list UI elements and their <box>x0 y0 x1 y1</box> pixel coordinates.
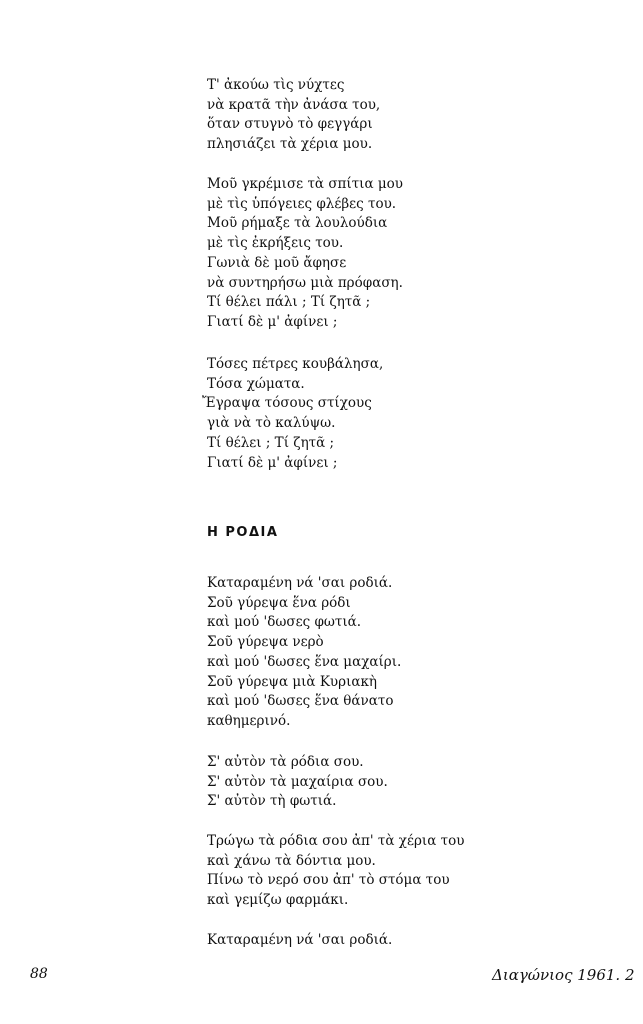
verse-line: καθημερινό. <box>207 712 291 729</box>
verse-line: πλησιάζει τὰ χέρια μου. <box>207 136 373 153</box>
verse-line: Σοῦ γύρεψα μιὰ Κυριακὴ <box>207 673 378 690</box>
verse-line: Σοῦ γύρεψα νερὸ <box>207 634 324 651</box>
verse-line: Ἔγραψα τόσους στίχους <box>202 395 372 412</box>
verse-line: Γιατί δὲ μ' ἀφίνει ; <box>207 454 338 471</box>
verse-line: καὶ μού 'δωσες ἕνα θάνατο <box>207 693 394 710</box>
issue-label: Διαγώνιος 1961. 2 <box>492 966 635 984</box>
verse-line: Τρώγω τὰ ρόδια σου ἀπ' τὰ χέρια του <box>207 833 465 849</box>
verse-line: Πίνω τὸ νερό σου ἀπ' τὸ στόμα του <box>207 872 450 889</box>
poem-title: Η ΡΟΔΙΑ <box>207 525 279 540</box>
verse-line: Τ' ἀκούω τὶς νύχτες <box>207 77 345 93</box>
verse-line: Γωνιὰ δὲ μοῦ ἄφησε <box>207 254 347 271</box>
verse-line: καὶ μού 'δωσες φωτιά. <box>207 614 362 631</box>
verse-line: Τί θέλει ; Τί ζητᾶ ; <box>207 434 335 451</box>
verse-line: Γιατί δὲ μ' ἀφίνει ; <box>207 313 338 330</box>
verse-line: Καταραμένη νά 'σαι ροδιά. <box>207 575 393 591</box>
verse-line: καὶ γεμίζω φαρμάκι. <box>207 892 349 909</box>
verse-line: νὰ συντηρήσω μιὰ πρόφαση. <box>207 274 403 291</box>
verse-line: γιὰ νὰ τὸ καλύψω. <box>207 415 336 432</box>
verse-line: καὶ μού 'δωσες ἕνα μαχαίρι. <box>207 653 402 670</box>
verse-line: Τόσες πέτρες κουβάλησα, <box>207 356 384 372</box>
verse-line: Σοῦ γύρεψα ἕνα ρόδι <box>207 594 351 611</box>
page-number: 88 <box>30 966 48 982</box>
poem2-stanza2 <box>207 753 388 812</box>
poem2-stanza1 <box>207 574 401 732</box>
poem1-stanza2 <box>207 175 403 333</box>
verse-line: Καταραμένη νά 'σαι ροδιά. <box>207 932 393 948</box>
verse-line: Σ' αὐτὸν τὰ μαχαίρια σου. <box>207 773 388 790</box>
poem2-stanza3 <box>207 832 464 911</box>
poem2-stanza4 <box>207 931 392 951</box>
verse-line: Μοῦ γκρέμισε τὰ σπίτια μου <box>207 176 403 192</box>
verse-line: Τόσα χώματα. <box>207 375 305 392</box>
verse-line: μὲ τὶς ἐκρήξεις του. <box>207 235 344 252</box>
verse-line: νὰ κρατᾶ τὴν ἀνάσα του, <box>207 96 381 113</box>
poem1-stanza1 <box>207 76 380 155</box>
verse-line: μὲ τὶς ὑπόγειες φλέβες του. <box>207 195 397 212</box>
verse-line: Τί θέλει πάλι ; Τί ζητᾶ ; <box>207 294 371 311</box>
verse-line: Σ' αὐτὸν τὰ ρόδια σου. <box>207 754 364 770</box>
verse-line: Μοῦ ρήμαξε τὰ λουλούδια <box>207 215 388 232</box>
poem1-stanza3 <box>202 355 384 473</box>
verse-line: καὶ χάνω τὰ δόντια μου. <box>207 852 376 869</box>
verse-line: Σ' αὐτὸν τὴ φωτιά. <box>207 793 337 810</box>
verse-line: ὅταν στυγνὸ τὸ φεγγάρι <box>207 116 373 133</box>
